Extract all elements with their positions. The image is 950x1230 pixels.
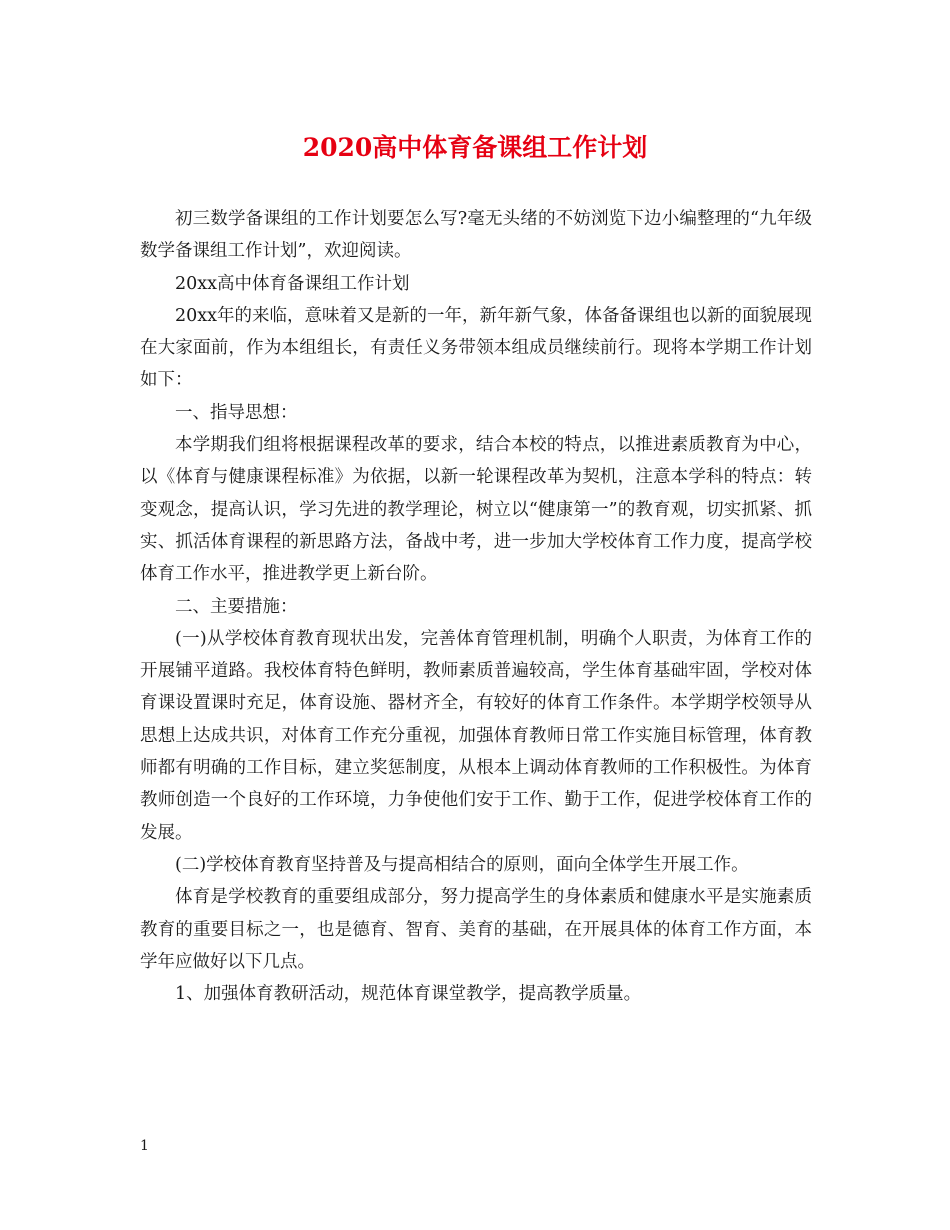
paragraph-measure-one: (一)从学校体育教育现状出发，完善体育管理机制，明确个人职责，为体育工作的开展铺平道路。我校体育特色鲜明，教师素质普遍较高，学生体育基础牢固，学校对体育课设置课时充足，体育设施、器材齐全，有较好的体育工作条件。本学期学校领导从思想上达成共识，对体育工作充分重视，加强体育教师日常工作实施目标管理，体育教师都有明确的工作目标，建立奖惩制度，从根本上调动体育教师的工作积极性。为体育教师创造一个良好的工作环境，力争使他们安于工作、勤于工作，促进学校体育工作的发展。: [140, 628, 812, 843]
paragraph-pe-importance: 体育是学校教育的重要组成部分，努力提高学生的身体素质和健康水平是实施素质教育的重要目标之一，也是德育、智育、美育的基础，在开展具体的体育工作方面，本学年应做好以下几点。: [140, 887, 812, 972]
section-heading-guiding-thought: 一、指导思想：: [175, 402, 298, 423]
paragraph-measure-two: (二)学校体育教育坚持普及与提高相结合的原则，面向全体学生开展工作。: [175, 854, 749, 875]
paragraph-opening: 20xx年的来临，意味着又是新的一年，新年新气象，体备备课组也以新的面貌展现在大家面前，作为本组组长，有责任义务带领本组成员继续前行。现将本学期工作计划如下：: [140, 305, 813, 391]
page-number: 1: [140, 1138, 149, 1154]
paragraph-guiding-thought: 本学期我们组将根据课程改革的要求，结合本校的特点，以推进素质教育为中心，以《体育与健康课程标准》为依据，以新一轮课程改革为契机，注意本学科的特点：转变观念，提高认识，学习先进的教学理论，树立以“健康第一”的教育观，切实抓紧、抓实、抓活体育课程的新思路方法，备战中考，进一步加大学校体育工作力度，提高学校体育工作水平，推进教学更上新台阶。: [140, 435, 812, 585]
paragraph-point-one: 1、加强体育教研活动，规范体育课堂教学，提高教学质量。: [175, 984, 642, 1005]
paragraph-intro: 初三数学备课组的工作计划要怎么写?毫无头绪的不妨浏览下边小编整理的“九年级数学备课组工作计划”，欢迎阅读。: [140, 209, 812, 262]
document-title: 2020高中体育备课组工作计划: [302, 133, 648, 162]
document-body: [140, 203, 812, 1010]
section-heading-main-measures: 二、主要措施：: [175, 596, 298, 617]
paragraph-subtitle: 20xx高中体育备课组工作计划: [175, 273, 410, 294]
